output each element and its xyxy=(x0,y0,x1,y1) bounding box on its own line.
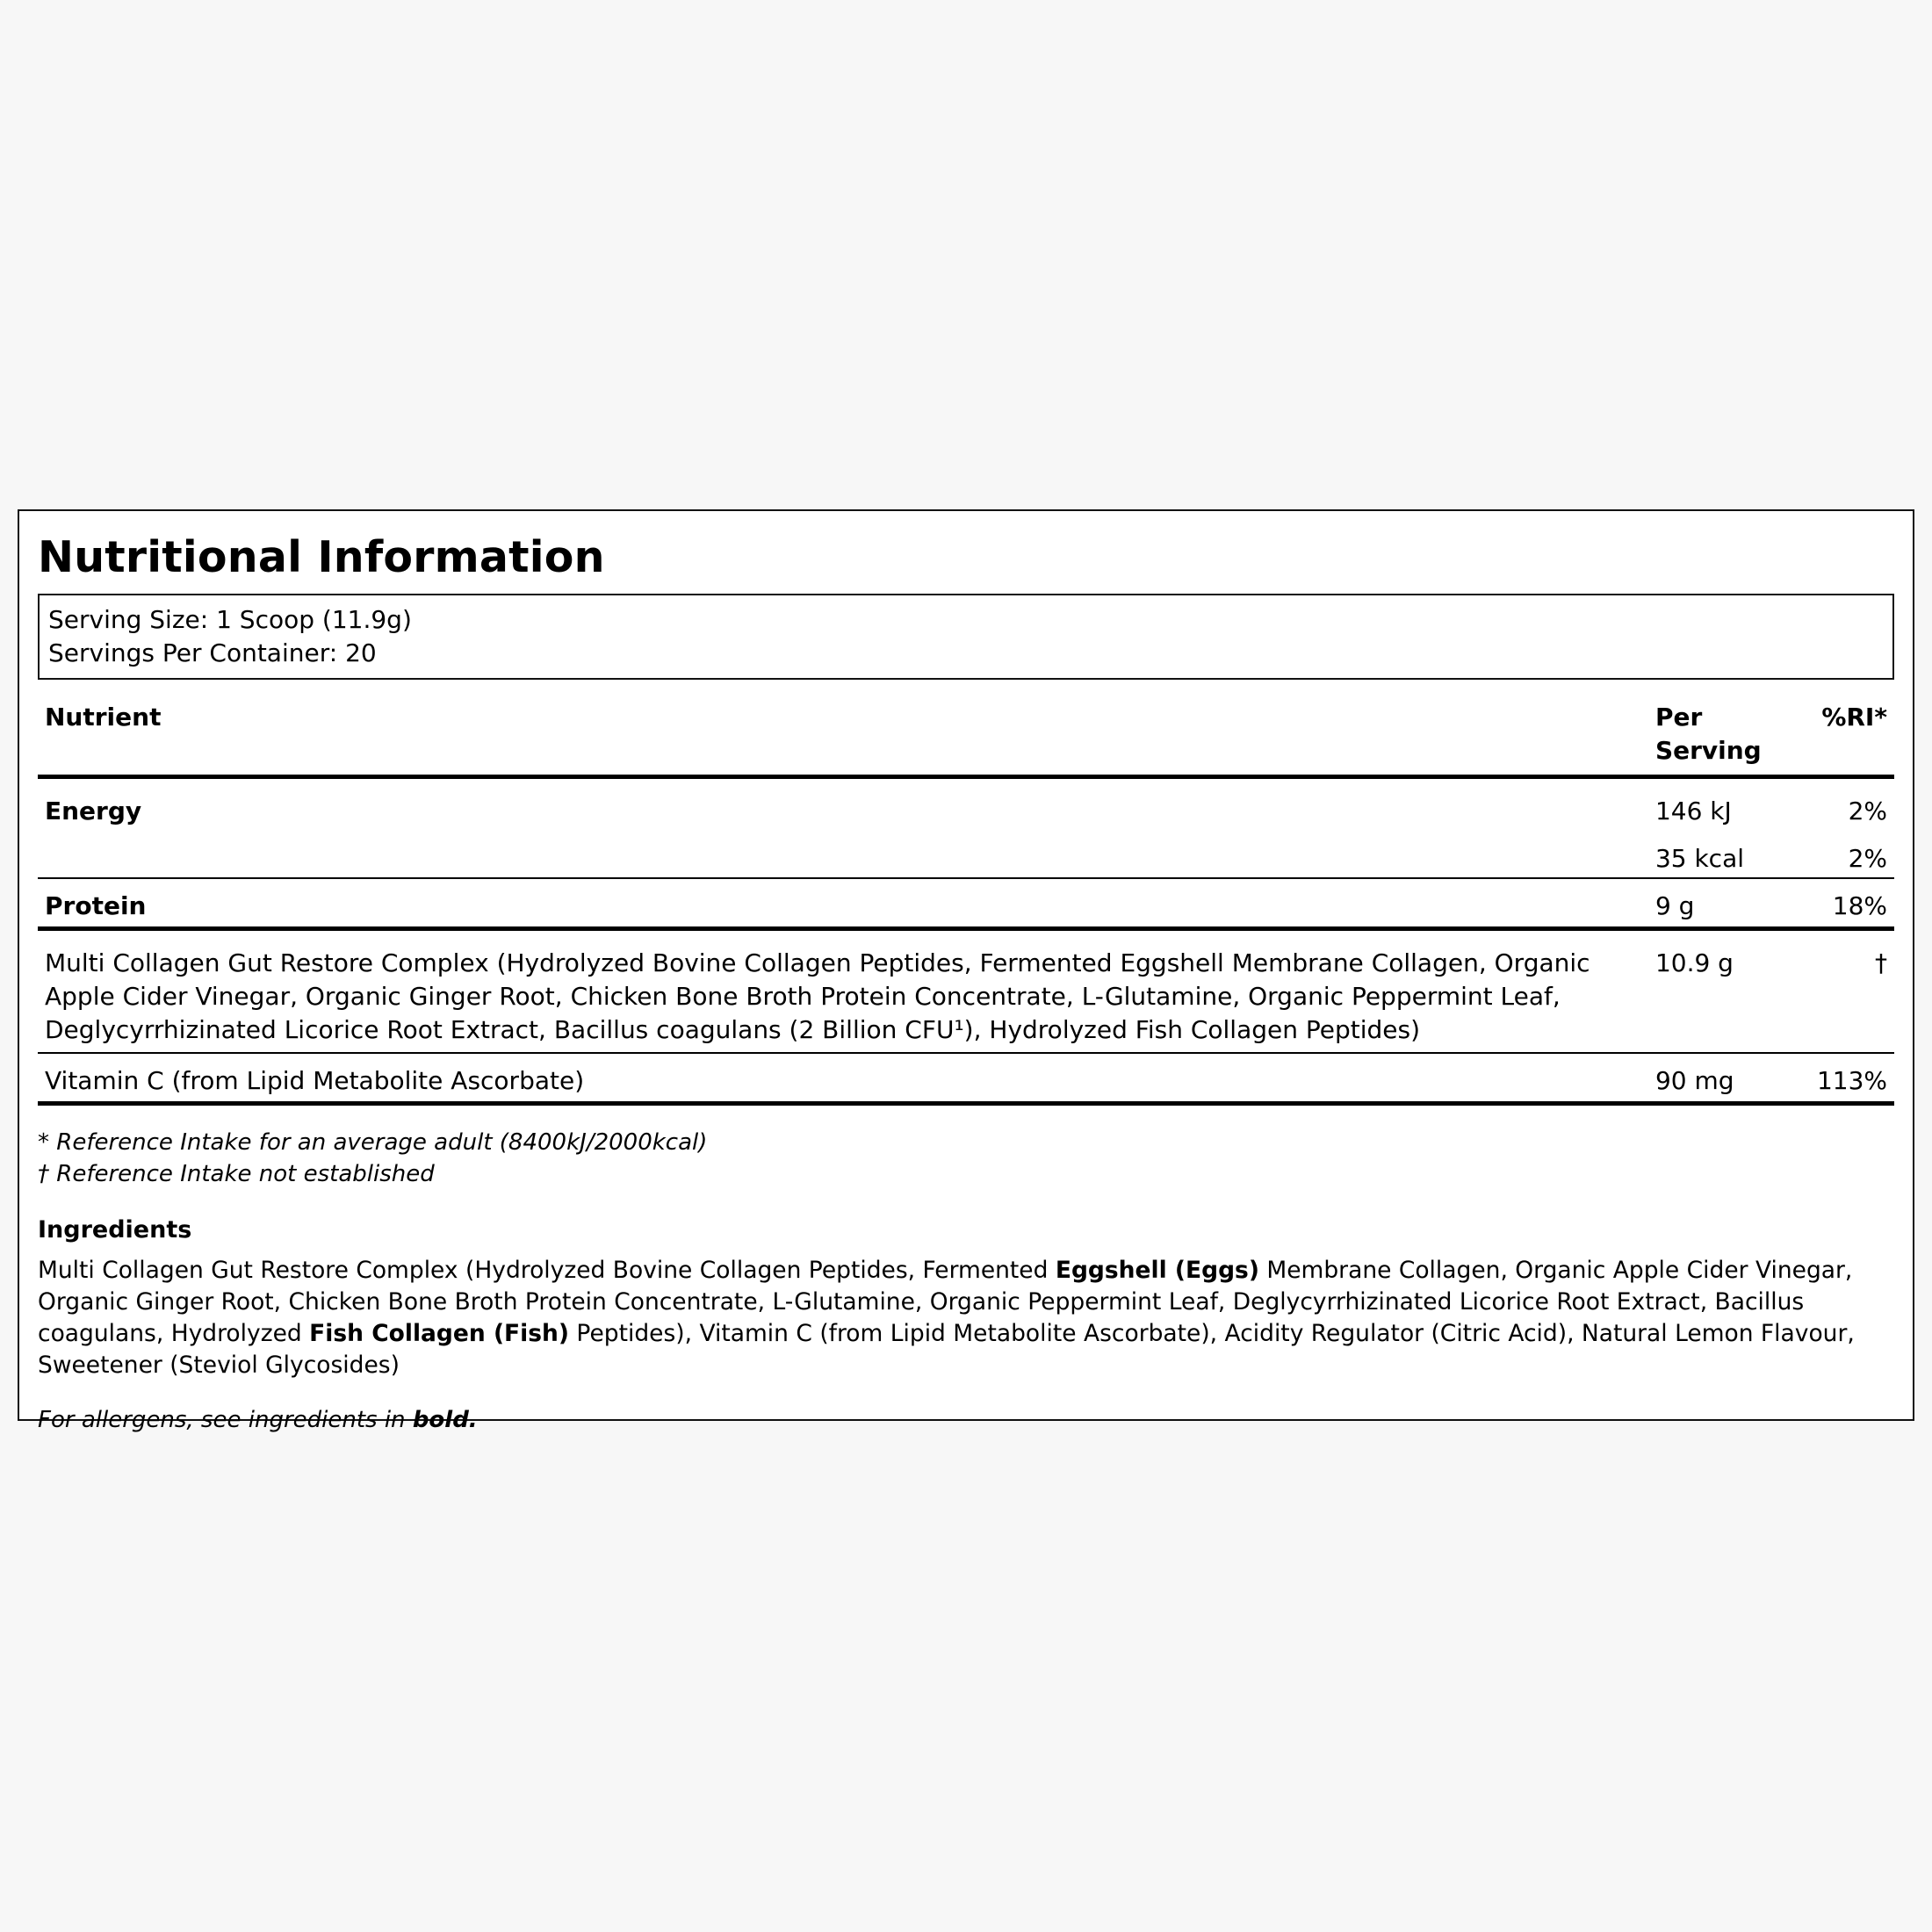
table-row-energy-kcal xyxy=(38,828,1894,878)
energy-kcal-spacer xyxy=(38,828,1648,878)
allergen-fish: Fish Collagen (Fish) xyxy=(309,1319,569,1347)
nutrient-name-vitamin-c: Vitamin C (from Lipid Metabolite Ascorbate) xyxy=(38,1053,1648,1104)
servings-per-container: Servings Per Container: 20 xyxy=(48,638,377,667)
allergen-note-bold: bold. xyxy=(412,1406,478,1433)
header-ri: %RI* xyxy=(1810,692,1894,777)
nutrient-name-collagen-complex: Multi Collagen Gut Restore Complex (Hydrolyzed Bovine Collagen Peptides, Fermented Eggshell Membrane Collagen, Organic Apple Cider Vinegar, Organic Ginger Root, Chicken Bone Broth Protein Concentrate, L-Glutamine, Organic Peppermint Leaf, Deglycyrrhizinated Licorice Root Extract, Bacillus coagulans (2 Billion CFU¹), Hydrolyzed Fish Collagen Peptides) xyxy=(38,928,1648,1053)
energy-kcal-ri: 2% xyxy=(1810,828,1894,878)
footnotes xyxy=(38,1127,1894,1190)
table-header-row xyxy=(38,692,1894,777)
nutrient-name-protein: Protein xyxy=(38,878,1648,929)
table-row-energy-kj xyxy=(38,776,1894,828)
energy-kcal-value: 35 kcal xyxy=(1648,828,1810,878)
ingredients-part-3: Peptides), Vitamin C (from Lipid Metabolite Ascorbate), Acidity Regulator (Citric Acid), Natural Lemon Flavour, Sweetener (Steviol Glycosides) xyxy=(38,1319,1855,1379)
collagen-complex-value: 10.9 g xyxy=(1648,928,1810,1053)
ingredients-text xyxy=(38,1255,1894,1381)
allergen-eggs: Eggshell (Eggs) xyxy=(1055,1256,1259,1284)
ingredients-part-1: Multi Collagen Gut Restore Complex (Hydrolyzed Bovine Collagen Peptides, Fermented xyxy=(38,1256,1056,1284)
serving-size: Serving Size: 1 Scoop (11.9g) xyxy=(48,604,412,634)
ingredients-heading: Ingredients xyxy=(38,1215,192,1244)
allergen-note-text: For allergens, see ingredients in xyxy=(38,1406,413,1433)
table-row-collagen-complex xyxy=(38,928,1894,1053)
allergen-note xyxy=(38,1404,1894,1436)
serving-info-box xyxy=(38,594,1894,680)
header-per-serving: Per Serving xyxy=(1648,692,1810,777)
header-nutrient: Nutrient xyxy=(38,692,1648,777)
vitamin-c-ri: 113% xyxy=(1810,1053,1894,1104)
collagen-complex-ri: † xyxy=(1810,928,1894,1053)
footnote-dagger: † Reference Intake not established xyxy=(38,1160,435,1187)
energy-kj-ri: 2% xyxy=(1848,796,1887,825)
nutrient-table xyxy=(38,692,1894,1106)
energy-kj-value: 146 kJ xyxy=(1654,796,1732,825)
nutrition-panel xyxy=(18,509,1914,1433)
protein-ri: 18% xyxy=(1810,878,1894,929)
nutrient-name-energy: Energy xyxy=(45,796,142,825)
vitamin-c-value: 90 mg xyxy=(1648,1053,1810,1104)
table-row-protein xyxy=(38,878,1894,929)
protein-value: 9 g xyxy=(1648,878,1810,929)
ingredients-part-2: Membrane Collagen, Organic Apple Cider Vinegar, Organic Ginger Root, Chicken Bone Broth Protein Concentrate, L-Glutamine, Organic Peppermint Leaf, Deglycyrrhizinated Licorice Root Extract, Bacillus coagulans, Hydrolyzed xyxy=(38,1256,1853,1347)
table-row-vitamin-c xyxy=(38,1053,1894,1104)
page-title: Nutritional Information xyxy=(38,532,605,582)
footnote-ri: * Reference Intake for an average adult (8400kJ/2000kcal) xyxy=(38,1128,708,1156)
